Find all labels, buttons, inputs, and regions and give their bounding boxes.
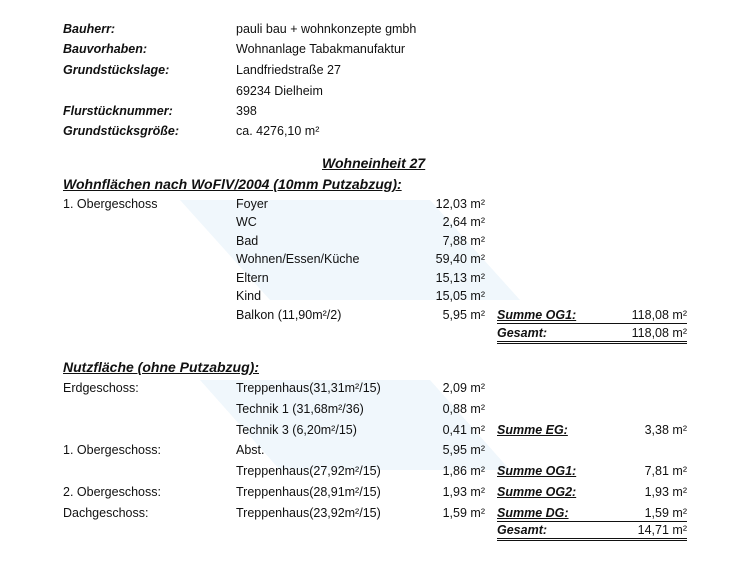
- bauherr-value: pauli bau + wohnkonzepte gmbh: [236, 22, 417, 36]
- area-foyer: 12,03 m²: [435, 197, 485, 211]
- gesamt-nutzflaeche-label: Gesamt:: [497, 523, 548, 537]
- gesamt-wohnflaeche-value: 118,08 m²: [497, 326, 687, 344]
- bauherr-label: Bauherr:: [63, 22, 116, 36]
- summe-og1-label: Summe OG1:: [497, 308, 577, 322]
- room-bad: Bad: [236, 234, 259, 248]
- summe-og2-value: 1,93 m²: [644, 485, 687, 499]
- nf-area-treppenhaus-dg: 1,59 m²: [442, 506, 485, 520]
- floor-dachgeschoss: Dachgeschoss:: [63, 506, 149, 520]
- summe-dg-label: Summe DG:: [497, 506, 569, 520]
- nf-area-treppenhaus-og2: 1,93 m²: [442, 485, 485, 499]
- nutzflaeche-heading: Nutzfläche (ohne Putzabzug):: [63, 359, 259, 375]
- page-title: Wohneinheit 27: [322, 155, 426, 171]
- grundstuecksgroesse-value: ca. 4276,10 m²: [236, 124, 320, 138]
- area-balkon: 5,95 m²: [442, 308, 485, 322]
- room-eltern: Eltern: [236, 271, 269, 285]
- flurstuecknummer-label: Flurstücknummer:: [63, 104, 173, 118]
- summe-eg-label: Summe EG:: [497, 423, 568, 437]
- wohnflaechen-floor: 1. Obergeschoss: [63, 197, 158, 211]
- room-wohnen-essen-kueche: Wohnen/Essen/Küche: [236, 252, 360, 266]
- nf-area-treppenhaus-eg: 2,09 m²: [442, 381, 485, 395]
- summe-eg-value: 3,38 m²: [644, 423, 687, 437]
- nf-room-treppenhaus-og1: Treppenhaus(27,92m²/15): [236, 464, 381, 478]
- floor-erdgeschoss: Erdgeschoss:: [63, 381, 139, 395]
- flurstuecknummer-value: 398: [236, 104, 257, 118]
- summe-og1-nf-label: Summe OG1:: [497, 464, 577, 478]
- summe-og1-nf-value: 7,81 m²: [644, 464, 687, 478]
- summe-og2-label: Summe OG2:: [497, 485, 577, 499]
- room-kind: Kind: [236, 289, 262, 303]
- floor-2-obergeschoss: 2. Obergeschoss:: [63, 485, 161, 499]
- nf-room-technik-1: Technik 1 (31,68m²/36): [236, 402, 364, 416]
- nf-room-treppenhaus-og2: Treppenhaus(28,91m²/15): [236, 485, 381, 499]
- wohnflaechen-heading: Wohnflächen nach WoFlV/2004 (10mm Putzabzug):: [63, 176, 402, 192]
- nf-room-technik-3: Technik 3 (6,20m²/15): [236, 423, 357, 437]
- summe-og1-value: 118,08 m²: [497, 308, 687, 324]
- area-eltern: 15,13 m²: [435, 271, 485, 285]
- nf-area-treppenhaus-og1: 1,86 m²: [442, 464, 485, 478]
- nf-area-technik-3: 0,41 m²: [442, 423, 485, 437]
- summe-dg-value: 1,59 m²: [497, 506, 687, 522]
- address-city: 69234 Dielheim: [236, 84, 323, 98]
- area-bad: 7,88 m²: [442, 234, 485, 248]
- bauvorhaben-label: Bauvorhaben:: [63, 42, 148, 56]
- nf-area-abst: 5,95 m²: [442, 443, 485, 457]
- area-wohnen-essen-kueche: 59,40 m²: [435, 252, 485, 266]
- gesamt-nutzflaeche-value: 14,71 m²: [497, 523, 687, 541]
- floor-1-obergeschoss: 1. Obergeschoss:: [63, 443, 161, 457]
- grundstueckslage-label: Grundstückslage:: [63, 63, 170, 77]
- nf-room-treppenhaus-eg: Treppenhaus(31,31m²/15): [236, 381, 381, 395]
- address-street: Landfriedstraße 27: [236, 63, 341, 77]
- nf-area-technik-1: 0,88 m²: [442, 402, 485, 416]
- area-kind: 15,05 m²: [435, 289, 485, 303]
- nf-room-treppenhaus-dg: Treppenhaus(23,92m²/15): [236, 506, 381, 520]
- nf-room-abst: Abst.: [236, 443, 265, 457]
- room-foyer: Foyer: [236, 197, 268, 211]
- area-wc: 2,64 m²: [442, 215, 485, 229]
- room-wc: WC: [236, 215, 257, 229]
- bauvorhaben-value: Wohnanlage Tabakmanufaktur: [236, 42, 406, 56]
- grundstuecksgroesse-label: Grundstücksgröße:: [63, 124, 179, 138]
- room-balkon: Balkon (11,90m²/2): [236, 308, 342, 322]
- gesamt-wohnflaeche-label: Gesamt:: [497, 326, 548, 340]
